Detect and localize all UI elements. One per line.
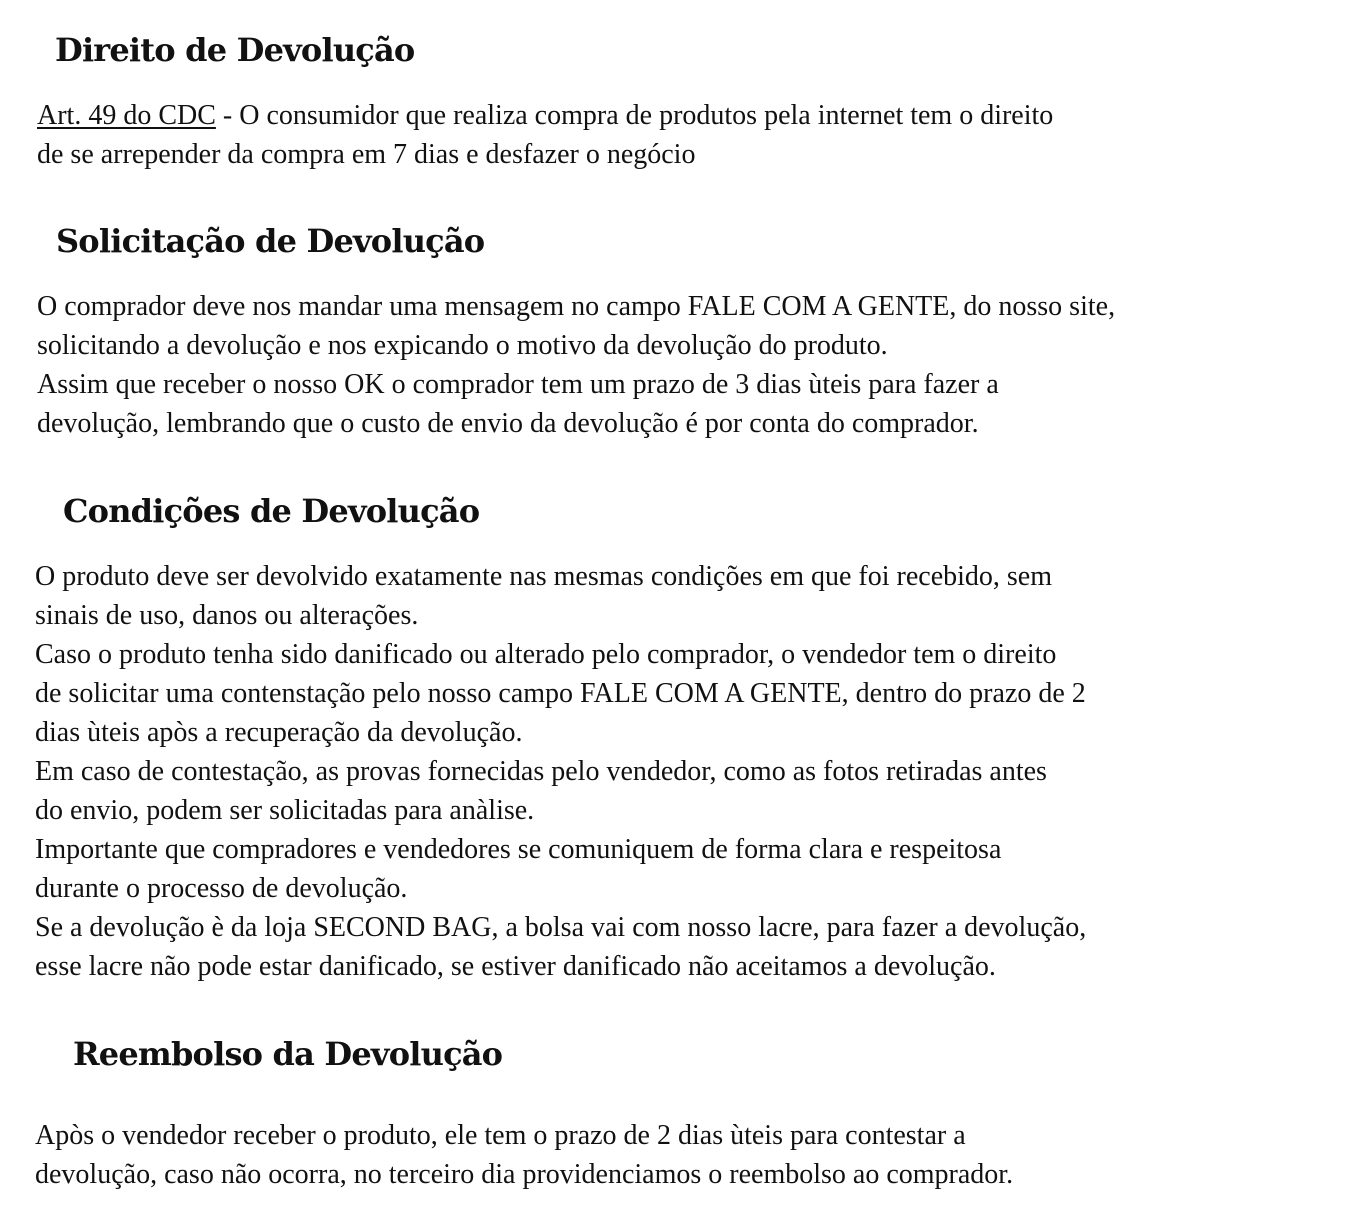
- paragraph-line: Em caso de contestação, as provas fornecidas pelo vendedor, como as fotos retiradas antes: [35, 756, 1047, 787]
- paragraph-line: de solicitar uma contenstação pelo nosso campo FALE COM A GENTE, dentro do prazo de 2: [35, 678, 1086, 709]
- heading-reembolso-da-devolucao: Reembolso da Devolução: [73, 1035, 503, 1073]
- paragraph-reembolso: [35, 1116, 1013, 1194]
- paragraph-line: solicitando a devolução e nos expicando o motivo da devolução do produto.: [37, 330, 888, 361]
- paragraph-line: esse lacre não pode estar danificado, se estiver danificado não aceitamos a devolução.: [35, 951, 996, 982]
- paragraph-line: sinais de uso, danos ou alterações.: [35, 600, 419, 631]
- paragraph-line: de se arrepender da compra em 7 dias e desfazer o negócio: [37, 139, 696, 170]
- paragraph-line: Apòs o vendedor receber o produto, ele tem o prazo de 2 dias ùteis para contestar a: [35, 1120, 966, 1151]
- paragraph-line: dias ùteis apòs a recuperação da devolução.: [35, 717, 523, 748]
- paragraph-line: durante o processo de devolução.: [35, 873, 408, 904]
- heading-direito-de-devolucao: Direito de Devolução: [55, 31, 415, 69]
- paragraph-line: O comprador deve nos mandar uma mensagem no campo FALE COM A GENTE, do nosso site,: [37, 291, 1116, 322]
- paragraph-line: devolução, lembrando que o custo de envio da devolução é por conta do comprador.: [37, 408, 979, 439]
- heading-solicitacao-de-devolucao: Solicitação de Devolução: [56, 222, 485, 260]
- paragraph-line: [37, 96, 1053, 135]
- paragraph-line: do envio, podem ser solicitadas para anàlise.: [35, 795, 535, 826]
- heading-condicoes-de-devolucao: Condições de Devolução: [63, 492, 480, 530]
- paragraph-line: Se a devolução è da loja SECOND BAG, a bolsa vai com nosso lacre, para fazer a devolução,: [35, 912, 1087, 943]
- paragraph-line: Importante que compradores e vendedores se comuniquem de forma clara e respeitosa: [35, 834, 1002, 865]
- paragraph-direito: [37, 96, 1053, 174]
- cdc-article-link[interactable]: Art. 49 do CDC: [37, 100, 216, 131]
- paragraph-line: devolução, caso não ocorra, no terceiro dia providenciamos o reembolso ao comprador.: [35, 1159, 1014, 1190]
- paragraph-line: O produto deve ser devolvido exatamente nas mesmas condições em que foi recebido, sem: [35, 561, 1053, 592]
- paragraph-text: - O consumidor que realiza compra de produtos pela internet tem o direito: [215, 100, 1054, 131]
- paragraph-solicitacao: [37, 287, 1115, 443]
- paragraph-line: Assim que receber o nosso OK o comprador tem um prazo de 3 dias ùteis para fazer a: [37, 369, 999, 400]
- paragraph-line: Caso o produto tenha sido danificado ou alterado pelo comprador, o vendedor tem o direito: [35, 639, 1057, 670]
- paragraph-condicoes: [35, 557, 1086, 986]
